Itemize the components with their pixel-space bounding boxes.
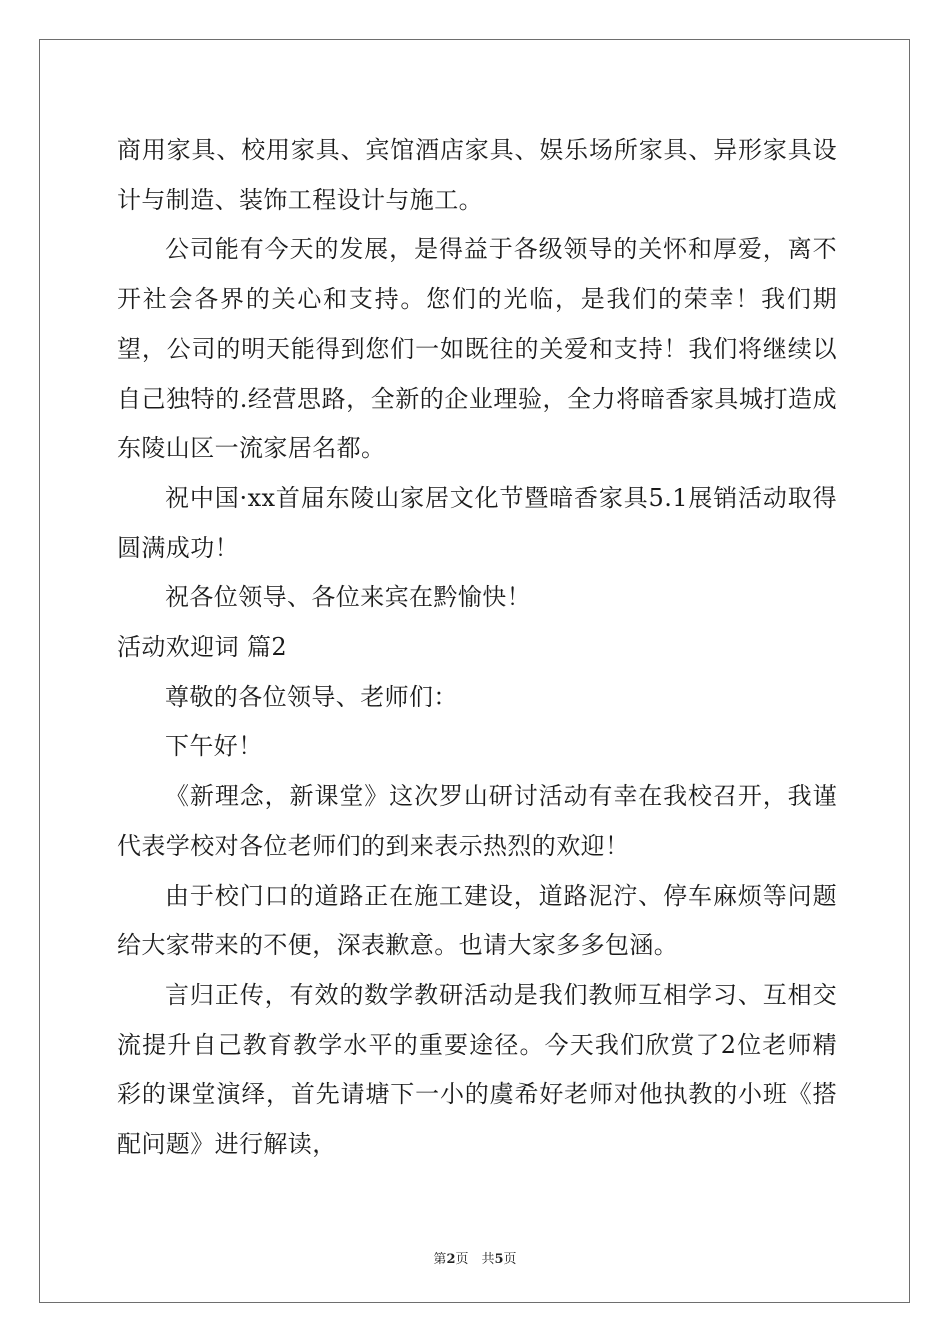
paragraph: 祝各位领导、各位来宾在黔愉快！ xyxy=(165,583,531,612)
section-heading: 活动欢迎词 篇2 xyxy=(117,633,288,662)
paragraph: 下午好！ xyxy=(165,732,263,761)
paragraph: 由于校门口的道路正在施工建设，道路泥泞、停车麻烦等问题给大家带来的不便，深表歉意。也请大家多多包涵。 xyxy=(117,881,837,960)
page-mid: 页 共 xyxy=(455,1252,495,1267)
page-total: 5 xyxy=(494,1252,504,1267)
paragraph: 祝中国·xx首届东陵山家居文化节暨暗香家具5.1展销活动取得圆满成功！ xyxy=(117,483,837,562)
paragraph: 商用家具、校用家具、宾馆酒店家具、娱乐场所家具、异形家具设计与制造、装饰工程设计与施工。 xyxy=(117,136,837,214)
paragraph: 《新理念，新课堂》这次罗山研讨活动有幸在我校召开，我谨代表学校对各位老师们的到来表示热烈的欢迎！ xyxy=(117,782,837,860)
paragraph: 公司能有今天的发展，是得益于各级领导的关怀和厚爱，离不开社会各界的关心和支持。您们的光临，是我们的荣幸！我们期望，公司的明天能得到您们一如既往的关爱和支持！我们将继续以自己独特的.经营思路，全新的企业理验，全力将暗香家具城打造成东陵山区一流家居名都。 xyxy=(117,235,837,463)
paragraph: 言归正传，有效的数学教研活动是我们教师互相学习、互相交流提升自己教育教学水平的重要途径。今天我们欣赏了2位老师精彩的课堂演绎，首先请塘下一小的虞希好老师对他执教的小班《搭配问题》进行解读， xyxy=(117,980,837,1159)
page-prefix: 第 xyxy=(433,1252,447,1267)
paragraph: 尊敬的各位领导、老师们： xyxy=(165,682,458,711)
page-current: 2 xyxy=(446,1252,456,1267)
document-body xyxy=(117,126,837,1170)
page-suffix: 页 xyxy=(503,1252,517,1267)
page-footer xyxy=(0,1248,950,1267)
